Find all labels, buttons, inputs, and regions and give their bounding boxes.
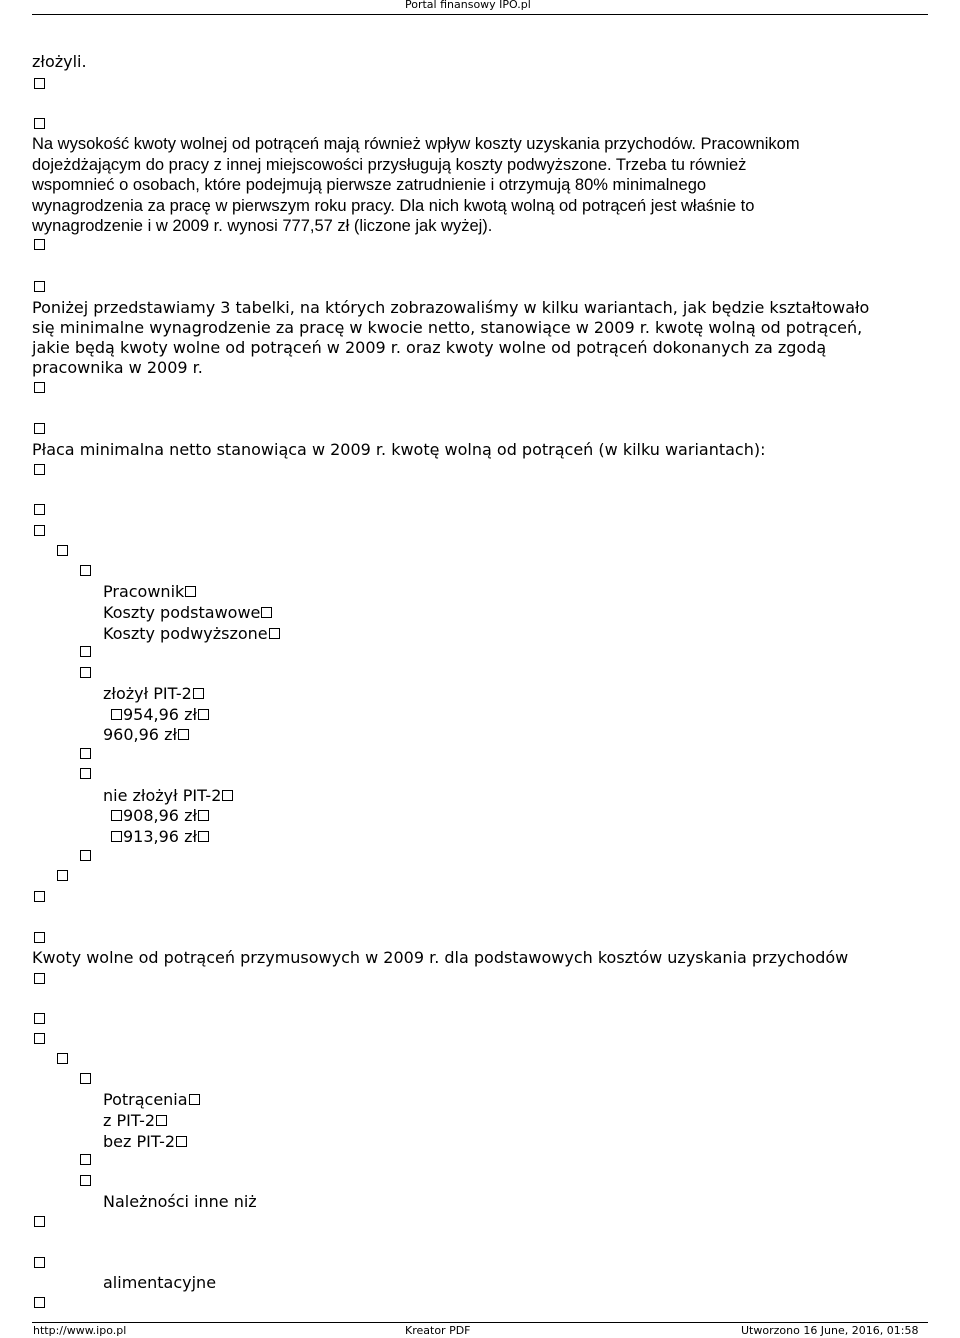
row-label-text: złożył PIT-2: [103, 684, 192, 703]
paragraph-tables-intro: [32, 298, 932, 378]
placeholder-glyph: [34, 932, 45, 943]
placeholder-glyph: [198, 810, 209, 821]
placeholder-glyph: [34, 239, 45, 250]
table2-row-label: alimentacyjne: [103, 1273, 217, 1292]
placeholder-glyph: [222, 790, 233, 801]
placeholder-glyph: [34, 1013, 45, 1024]
table1-column-label: Pracownik: [103, 582, 185, 601]
placeholder-glyph: [185, 586, 196, 597]
placeholder-glyph: [80, 850, 91, 861]
text-line: wynagrodzenie i w 2009 r. wynosi 777,57 zł (liczone jak wyżej).: [32, 217, 493, 235]
placeholder-glyph: [80, 768, 91, 779]
placeholder-glyph: [189, 1094, 200, 1105]
intro-fragment: złożyli.: [32, 52, 87, 71]
text-line: Poniżej przedstawiamy 3 tabelki, na których zobrazowaliśmy w kilku wariantach, jak będzie kształtowało: [32, 298, 870, 317]
table1-row-label: [103, 684, 205, 704]
table1-cell-raised: [110, 827, 210, 847]
placeholder-glyph: [34, 973, 45, 984]
table2-header-with-pit2: [103, 1111, 168, 1131]
table2-heading: Kwoty wolne od potrąceń przymusowych w 2009 r. dla podstawowych kosztów uzyskania przychodów: [32, 948, 849, 967]
placeholder-glyph: [57, 870, 68, 881]
text-line: jakie będą kwoty wolne od potrąceń w 2009 r. oraz kwoty wolne od potrąceń dokonanych za zgodą: [32, 338, 827, 357]
table2-row-label: Należności inne niż: [103, 1192, 257, 1211]
placeholder-glyph: [34, 525, 45, 536]
table1-cell-raised: [103, 725, 190, 745]
placeholder-glyph: [34, 464, 45, 475]
placeholder-glyph: [198, 831, 209, 842]
placeholder-glyph: [80, 1175, 91, 1186]
table1-row-label: [103, 786, 234, 806]
table2-header-deductions: [103, 1090, 201, 1110]
table1-column-label: Koszty podwyższone: [103, 624, 268, 643]
footer-rule: [32, 1322, 928, 1323]
placeholder-glyph: [80, 748, 91, 759]
placeholder-glyph: [57, 545, 68, 556]
placeholder-glyph: [156, 1115, 167, 1126]
text-line: się minimalne wynagrodzenie za pracę w kwocie netto, stanowiące w 2009 r. kwotę wolną od potrąceń,: [32, 318, 863, 337]
text-line: pracownika w 2009 r.: [32, 358, 203, 377]
table2-header-without-pit2: [103, 1132, 188, 1152]
paragraph-deduction-costs: [32, 134, 932, 237]
placeholder-glyph: [34, 118, 45, 129]
footer-created: Utworzono 16 June, 2016, 01:58: [741, 1324, 919, 1337]
placeholder-glyph: [111, 709, 122, 720]
placeholder-glyph: [178, 729, 189, 740]
placeholder-glyph: [176, 1136, 187, 1147]
placeholder-glyph: [261, 607, 272, 618]
placeholder-glyph: [80, 1073, 91, 1084]
header-rule: [32, 14, 928, 15]
table1-header-worker: [103, 582, 197, 602]
placeholder-glyph: [269, 628, 280, 639]
text-line: wynagrodzenia za pracę w pierwszym roku pracy. Dla nich kwotą wolną od potrąceń jest właśnie to: [32, 196, 755, 215]
placeholder-glyph: [198, 709, 209, 720]
table1-cell-basic: [110, 705, 210, 725]
cell-value: 954,96 zł: [123, 705, 198, 724]
placeholder-glyph: [34, 1257, 45, 1268]
placeholder-glyph: [34, 281, 45, 292]
table1-header-basic-costs: [103, 603, 273, 623]
placeholder-glyph: [80, 565, 91, 576]
table1-header-raised-costs: [103, 624, 281, 644]
text-line: Na wysokość kwoty wolnej od potrąceń mają również wpływ koszty uzyskania przychodów. Pracownikom: [32, 135, 800, 153]
placeholder-glyph: [80, 646, 91, 657]
placeholder-glyph: [34, 423, 45, 434]
text-line: wspomnieć o osobach, które podejmują pierwsze zatrudnienie i otrzymują 80% minimalnego: [32, 176, 707, 194]
placeholder-glyph: [111, 810, 122, 821]
placeholder-glyph: [34, 504, 45, 515]
footer-generator: Kreator PDF: [405, 1324, 471, 1337]
cell-value: 908,96 zł: [123, 806, 198, 825]
placeholder-glyph: [193, 688, 204, 699]
placeholder-glyph: [80, 667, 91, 678]
header-site-title: Portal finansowy IPO.pl: [405, 0, 531, 11]
placeholder-glyph: [80, 1154, 91, 1165]
table2-column-label: z PIT-2: [103, 1111, 156, 1130]
placeholder-glyph: [34, 1216, 45, 1227]
table1-heading: Płaca minimalna netto stanowiąca w 2009 r. kwotę wolną od potrąceń (w kilku wariantach):: [32, 440, 766, 459]
placeholder-glyph: [34, 891, 45, 902]
table1-column-label: Koszty podstawowe: [103, 603, 261, 622]
placeholder-glyph: [34, 1033, 45, 1044]
table2-column-label: bez PIT-2: [103, 1132, 176, 1151]
placeholder-glyph: [34, 382, 45, 393]
footer-url: http://www.ipo.pl: [33, 1324, 127, 1337]
text-line: dojeżdżającym do pracy z innej miejscowości przysługują koszty podwyższone. Trzeba tu również: [32, 155, 747, 174]
placeholder-glyph: [111, 831, 122, 842]
placeholder-glyph: [34, 1297, 45, 1308]
cell-value: 913,96 zł: [123, 827, 198, 846]
cell-value: 960,96 zł: [103, 725, 178, 744]
placeholder-glyph: [34, 78, 45, 89]
placeholder-glyph: [57, 1053, 68, 1064]
table2-column-label: Potrącenia: [103, 1090, 188, 1109]
table1-cell-basic: [110, 806, 210, 826]
row-label-text: nie złożył PIT-2: [103, 786, 222, 805]
